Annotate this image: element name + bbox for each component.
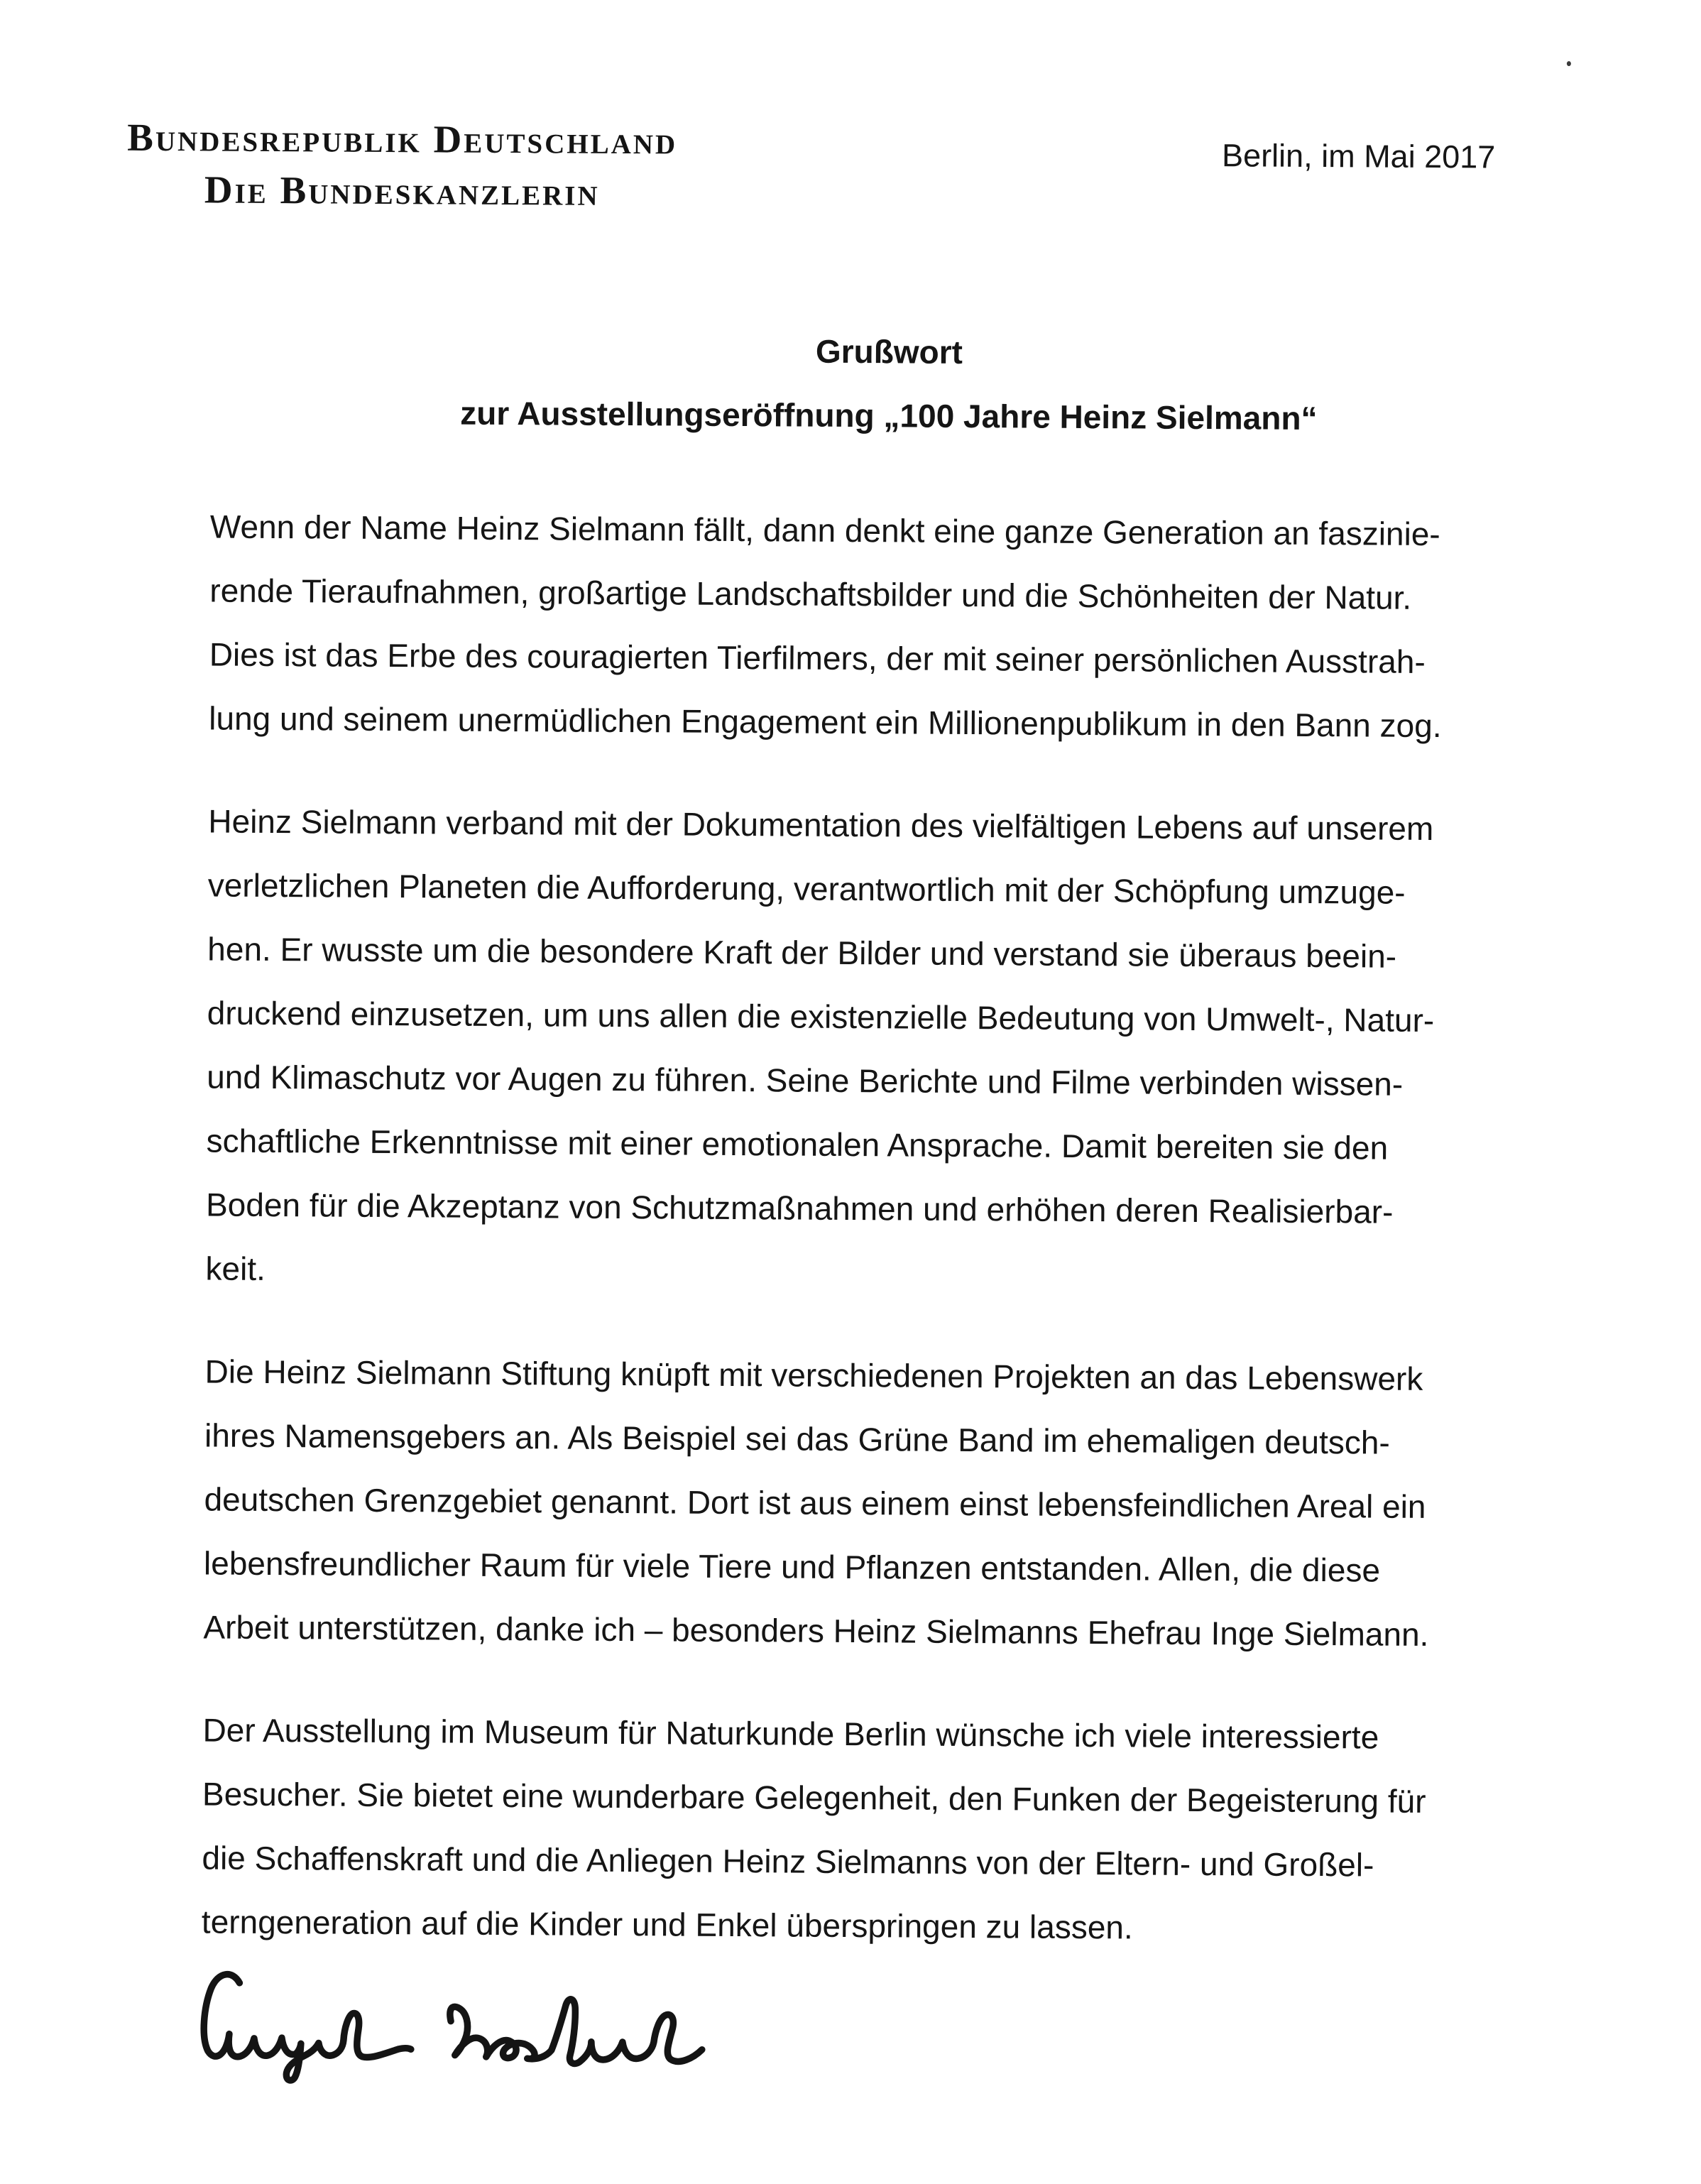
text-line: schaftliche Erkenntnisse mit einer emotionalen Ansprache. Damit bereiten sie den bbox=[206, 1122, 1389, 1167]
text-line: ihres Namensgebers an. Als Beispiel sei das Grüne Band im ehemaligen deutsch- bbox=[204, 1416, 1390, 1461]
text-line: rende Tieraufnahmen, großartige Landschaftsbilder und die Schönheiten der Natur. bbox=[209, 572, 1412, 616]
paragraph bbox=[205, 789, 1564, 1309]
signature-first-name-stroke bbox=[204, 1974, 412, 2081]
text-line: lebensfreundlicher Raum für viele Tiere und Pflanzen entstanden. Allen, die diese bbox=[203, 1544, 1381, 1589]
text-line: Besucher. Sie bietet eine wunderbare Gelegenheit, den Funken der Begeisterung für bbox=[202, 1775, 1426, 1820]
text-line: die Schaffenskraft und die Anliegen Heinz Sielmanns von der Eltern- und Großel- bbox=[202, 1839, 1374, 1884]
text-line: druckend einzusetzen, um uns allen die existenzielle Bedeutung von Umwelt-, Natur- bbox=[207, 994, 1435, 1039]
signature-last-name-stroke bbox=[449, 1999, 702, 2065]
title-line-1: Grußwort bbox=[815, 332, 963, 371]
text-line: Der Ausstellung im Museum für Naturkunde Berlin wünsche ich viele interessierte bbox=[202, 1711, 1379, 1756]
letterhead bbox=[127, 115, 678, 214]
letter-title bbox=[211, 315, 1568, 452]
paragraph bbox=[209, 494, 1566, 758]
text-line: terngeneration auf die Kinder und Enkel überspringen zu lassen. bbox=[201, 1903, 1133, 1946]
paragraphs bbox=[202, 494, 1567, 1962]
signature-angela-merkel bbox=[185, 1962, 726, 2144]
text-line: Boden für die Akzeptanz von Schutzmaßnahmen und erhöhen deren Realisierbar- bbox=[205, 1186, 1394, 1230]
text-line: verletzlichen Planeten die Aufforderung, verantwortlich mit der Schöpfung umzuge- bbox=[207, 866, 1406, 911]
text-line: Heinz Sielmann verband mit der Dokumentation des vielfältigen Lebens auf unserem bbox=[208, 802, 1434, 848]
text-line: Die Heinz Sielmann Stiftung knüpft mit verschiedenen Projekten an das Lebenswerk bbox=[204, 1353, 1423, 1397]
letter-body bbox=[202, 315, 1568, 1962]
text-line: keit. bbox=[205, 1250, 266, 1287]
paragraph bbox=[202, 1698, 1559, 1962]
text-line: Wenn der Name Heinz Sielmann fällt, dann denkt eine ganze Generation an faszinie- bbox=[209, 508, 1440, 553]
text-line: hen. Er wusste um die besondere Kraft der Bilder und verstand sie überaus beein- bbox=[207, 930, 1397, 975]
paragraph bbox=[203, 1339, 1561, 1667]
text-line: Dies ist das Erbe des couragierten Tierfilmers, der mit seiner persönlichen Ausstrah- bbox=[209, 635, 1426, 680]
dateline: Berlin, im Mai 2017 bbox=[1221, 137, 1496, 175]
letterhead-office: Die Bundeskanzlerin bbox=[204, 168, 600, 214]
letterhead-country: Bundesrepublik Deutschland bbox=[127, 115, 678, 163]
text-line: deutschen Grenzgebiet genannt. Dort ist aus einem einst lebensfeindlichen Areal ein bbox=[204, 1480, 1426, 1525]
text-line: Arbeit unterstützen, danke ich – besonders Heinz Sielmanns Ehefrau Inge Sielmann. bbox=[203, 1608, 1429, 1653]
scan-artifact-speck bbox=[1567, 61, 1571, 66]
text-line: lung und seinem unermüdlichen Engagement ein Millionenpublikum in den Bann zog. bbox=[209, 699, 1442, 745]
text-line: und Klimaschutz vor Augen zu führen. Seine Berichte und Filme verbinden wissen- bbox=[207, 1058, 1404, 1103]
title-line-2: zur Ausstellungseröffnung „100 Jahre Heinz Sielmann“ bbox=[460, 394, 1318, 437]
